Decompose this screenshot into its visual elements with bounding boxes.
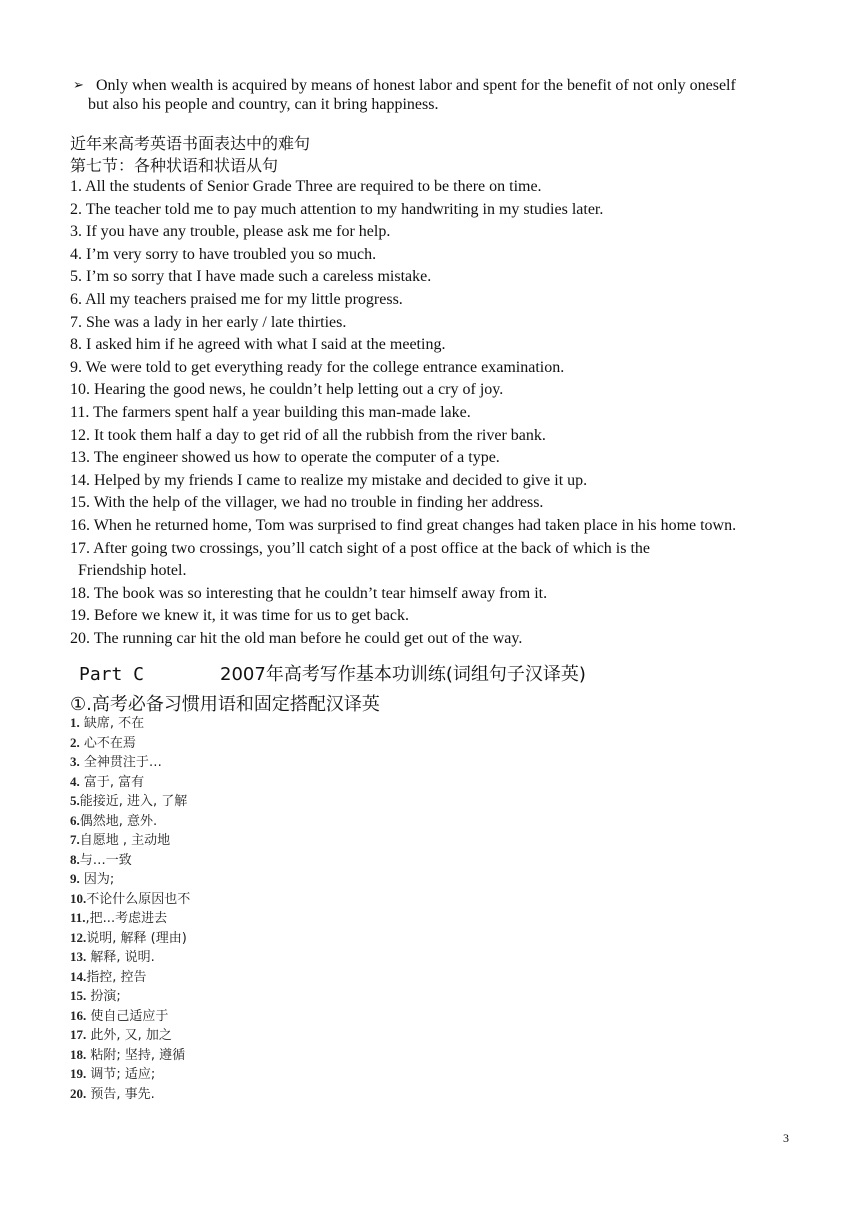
phrase-number: 10. (70, 890, 87, 906)
phrase-number: 19. (70, 1066, 87, 1081)
phrase-item (70, 733, 190, 753)
phrase-number: 17. (70, 1027, 87, 1042)
phrase-item (70, 1025, 190, 1045)
sentence-item: 4. I’m very sorry to have troubled you so much. (70, 245, 377, 263)
phrase-text: 富于, 富有 (79, 774, 145, 790)
phrase-number: 5. (70, 793, 80, 808)
phrase-text: 粘附; 坚持, 遵循 (86, 1047, 186, 1063)
phrase-item (70, 752, 190, 772)
phrase-section-title: ①.高考必备习惯用语和固定搭配汉译英 (70, 694, 380, 715)
phrase-text: 因为; (79, 872, 115, 887)
phrase-text: 预告, 事先. (86, 1086, 155, 1102)
phrase-item (70, 850, 190, 870)
sentence-list (70, 176, 810, 650)
phrase-number: 12. (70, 929, 87, 945)
part-c-label: Part C (79, 664, 145, 685)
phrase-number: 1. (70, 715, 80, 730)
part-c-title: 2007年高考写作基本功训练(词组句子汉译英) (220, 664, 586, 685)
bullet-line-2: but also his people and country, can it bring happiness. (88, 96, 439, 113)
phrase-text: 指控, 控告 (86, 969, 147, 985)
sentence-item: 8. I asked him if he agreed with what I said at the meeting. (70, 336, 446, 354)
sentence-item: 14. Helped by my friends I came to realize my mistake and decided to give it up. (70, 471, 588, 489)
sentence-item: 19. Before we knew it, it was time for us to get back. (70, 607, 410, 625)
section-heading: 近年来高考英语书面表达中的难句 (70, 134, 311, 153)
phrase-item (70, 869, 190, 889)
phrase-item (70, 791, 190, 811)
phrase-text: 不论什么原因也不 (86, 891, 191, 907)
phrase-item (70, 908, 190, 928)
phrase-item (70, 1045, 190, 1065)
phrase-text: 解释, 说明. (86, 950, 155, 965)
sentence-item: 18. The book was so interesting that he couldn’t tear himself away from it. (70, 584, 548, 602)
sentence-item: 5. I’m so sorry that I have made such a careless mistake. (70, 268, 432, 286)
phrase-text: 调节; 适应; (86, 1067, 156, 1082)
phrase-number: 6. (70, 812, 80, 828)
sentence-item-wrapped (70, 538, 810, 583)
phrase-list (70, 713, 190, 1103)
sentence-item: 16. When he returned home, Tom was surprised to find great changes had taken place in his home town. (70, 516, 737, 534)
bullet-paragraph (70, 76, 800, 114)
sentence-item: 6. All my teachers praised me for my little progress. (70, 290, 403, 308)
sentence-item: 11. The farmers spent half a year building this man-made lake. (70, 403, 471, 421)
sentence-17-text: 17. After going two crossings, you’ll catch sight of a post office at the back of which is the (70, 539, 651, 557)
sentence-item: 10. Hearing the good news, he couldn’t help letting out a cry of joy. (70, 381, 504, 399)
phrase-item (70, 889, 190, 909)
phrase-item (70, 830, 190, 850)
phrase-number: 3. (70, 754, 80, 769)
arrow-bullet-icon: ➢ (73, 78, 84, 93)
phrase-item (70, 811, 190, 831)
part-c-header (79, 660, 586, 686)
phrase-text: 扮演; (86, 989, 121, 1004)
page-number: 3 (783, 1131, 789, 1145)
phrase-text: 自愿地 , 主动地 (79, 833, 171, 848)
bullet-line-1 (70, 76, 800, 95)
sentence-item: 7. She was a lady in her early / late thirties. (70, 313, 347, 331)
phrase-item (70, 1064, 190, 1084)
sentence-item: 9. We were told to get everything ready for the college entrance examination. (70, 358, 565, 376)
sentence-item: 20. The running car hit the old man before he could get out of the way. (70, 629, 523, 647)
phrase-number: 15. (70, 988, 87, 1003)
phrase-number: 20. (70, 1085, 87, 1101)
phrase-number: 11. (70, 910, 86, 925)
phrase-number: 18. (70, 1046, 87, 1062)
phrase-item (70, 713, 190, 733)
phrase-text: 心不在焉 (79, 735, 136, 751)
phrase-text: 全神贯注于… (79, 755, 162, 770)
phrase-text: 与…一致 (79, 852, 132, 868)
sentence-item: 13. The engineer showed us how to operate the computer of a type. (70, 449, 500, 467)
phrase-text: 能接近, 进入, 了解 (79, 794, 188, 809)
phrase-item (70, 772, 190, 792)
phrase-text: 说明, 解释 (理由) (86, 930, 187, 946)
phrase-item (70, 986, 190, 1006)
phrase-item (70, 1084, 190, 1104)
bullet-text-1: Only when wealth is acquired by means of honest labor and spent for the benefit of not only oneself (96, 77, 736, 94)
sentence-item: 12. It took them half a day to get rid of all the rubbish from the river bank. (70, 426, 546, 444)
phrase-number: 7. (70, 832, 80, 847)
phrase-item (70, 967, 190, 987)
phrase-number: 16. (70, 1007, 87, 1023)
phrase-number: 14. (70, 968, 87, 984)
phrase-item (70, 947, 190, 967)
phrase-text: 使自己适应于 (86, 1008, 169, 1024)
sentence-item: 3. If you have any trouble, please ask me for help. (70, 223, 391, 241)
phrase-item (70, 928, 190, 948)
phrase-number: 4. (70, 773, 80, 789)
sentence-item: 15. With the help of the villager, we had no trouble in finding her address. (70, 494, 544, 512)
phrase-text: ,把...考虑进去 (85, 911, 168, 926)
phrase-number: 2. (70, 734, 80, 750)
phrase-text: 缺席, 不在 (79, 716, 145, 731)
sentence-item: 1. All the students of Senior Grade Three are required to be there on time. (70, 178, 542, 195)
sentence-item: 2. The teacher told me to pay much attention to my handwriting in my studies later. (70, 200, 604, 218)
phrase-number: 9. (70, 871, 80, 886)
phrase-text: 此外, 又, 加之 (86, 1028, 172, 1043)
section-subheading: 第七节：各种状语和状语从句 (70, 156, 279, 175)
phrase-item (70, 1006, 190, 1026)
phrase-text: 偶然地, 意外. (79, 813, 158, 829)
sentence-17-continuation: Friendship hotel. (78, 562, 187, 580)
phrase-number: 8. (70, 851, 80, 867)
phrase-number: 13. (70, 949, 87, 964)
